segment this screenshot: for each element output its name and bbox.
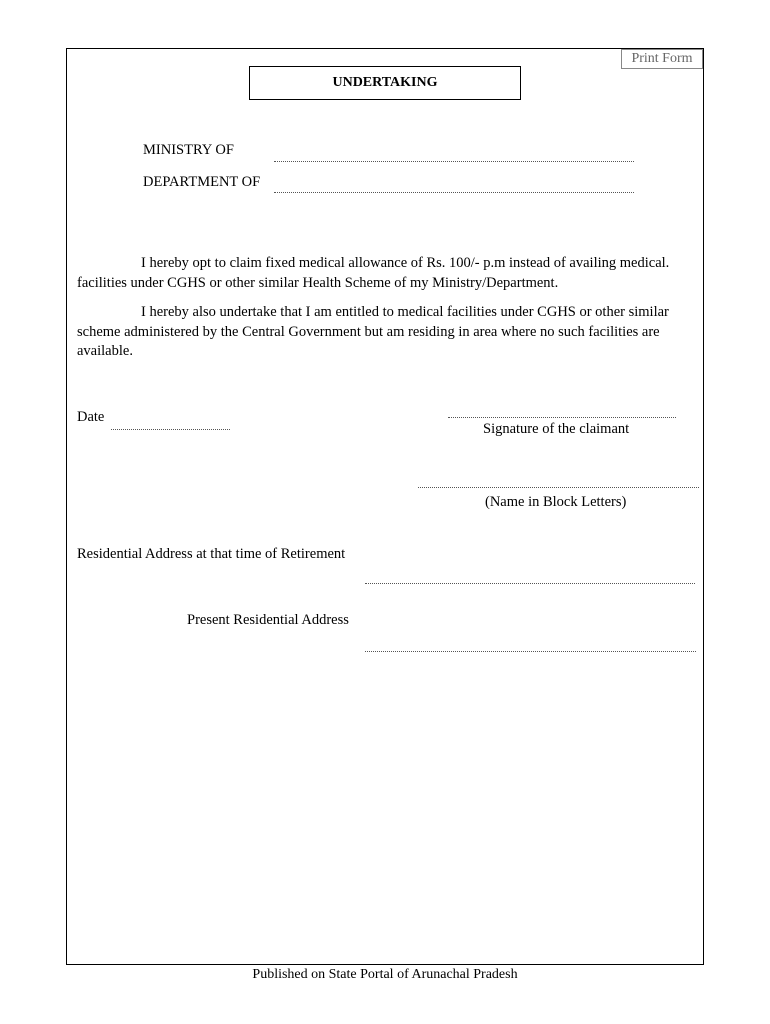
retirement-address-field[interactable] — [365, 582, 695, 584]
paragraph-undertake-line2: scheme administered by the Central Government but am residing in area where no such facilities are — [77, 323, 660, 340]
signature-field[interactable] — [448, 416, 676, 418]
ministry-label: MINISTRY OF — [143, 142, 234, 158]
footer-text: Published on State Portal of Arunachal Pradesh — [252, 967, 518, 982]
paragraph-undertake-line3: available. — [77, 343, 133, 359]
paragraph-undertake — [77, 303, 697, 362]
ministry-field[interactable] — [274, 160, 634, 162]
name-block-letters-field[interactable] — [418, 486, 699, 488]
paragraph-undertake-line1: I hereby also undertake that I am entitled to medical facilities under CGHS or other similar — [141, 304, 669, 320]
paragraph-opt-line2: facilities under CGHS or other similar Health Scheme of my Ministry/Department. — [77, 274, 559, 291]
name-block-letters-label: (Name in Block Letters) — [485, 494, 627, 510]
present-address-field[interactable] — [365, 650, 696, 652]
signature-label: Signature of the claimant — [483, 421, 630, 437]
date-label: Date — [77, 409, 105, 425]
retirement-address-label: Residential Address at that time of Retirement — [77, 546, 346, 562]
paragraph-opt — [77, 254, 697, 293]
date-field[interactable] — [111, 428, 230, 430]
department-field[interactable] — [274, 191, 634, 193]
paragraph-opt-line1: I hereby opt to claim fixed medical allowance of Rs. 100/- p.m instead of availing medical. — [141, 255, 670, 271]
form-title: UNDERTAKING — [249, 66, 521, 100]
print-form-button[interactable]: Print Form — [621, 49, 703, 69]
present-address-label: Present Residential Address — [187, 612, 349, 628]
department-label: DEPARTMENT OF — [143, 174, 261, 190]
